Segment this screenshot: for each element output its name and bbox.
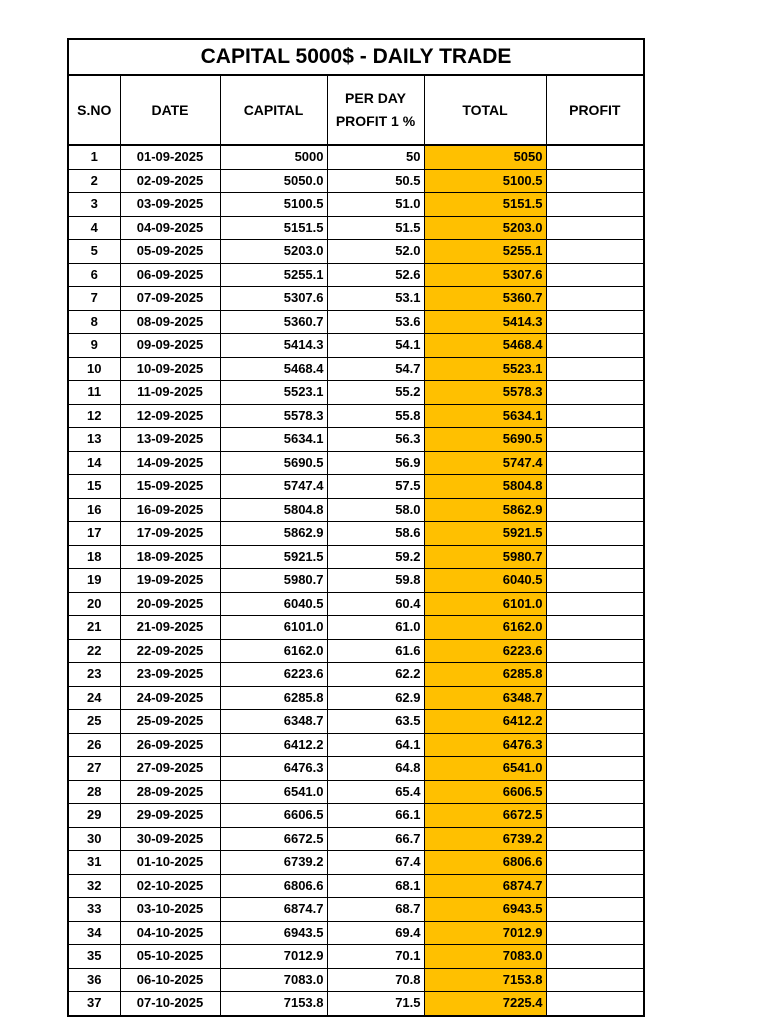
cell-sno: 7 bbox=[68, 287, 120, 311]
table-row bbox=[68, 992, 644, 1016]
cell-sno: 22 bbox=[68, 639, 120, 663]
cell-sno: 21 bbox=[68, 616, 120, 640]
cell-sno: 20 bbox=[68, 592, 120, 616]
cell-date: 28-09-2025 bbox=[120, 780, 220, 804]
cell-profit bbox=[546, 757, 644, 781]
cell-per-day-profit: 64.1 bbox=[327, 733, 424, 757]
cell-sno: 31 bbox=[68, 851, 120, 875]
header-per-day-line1: PER DAY bbox=[345, 90, 406, 106]
cell-sno: 11 bbox=[68, 381, 120, 405]
cell-profit bbox=[546, 592, 644, 616]
cell-total: 5980.7 bbox=[424, 545, 546, 569]
cell-capital: 7083.0 bbox=[220, 968, 327, 992]
cell-total: 5862.9 bbox=[424, 498, 546, 522]
table-row bbox=[68, 898, 644, 922]
cell-per-day-profit: 64.8 bbox=[327, 757, 424, 781]
cell-capital: 6348.7 bbox=[220, 710, 327, 734]
cell-per-day-profit: 55.8 bbox=[327, 404, 424, 428]
cell-capital: 5100.5 bbox=[220, 193, 327, 217]
cell-per-day-profit: 69.4 bbox=[327, 921, 424, 945]
cell-capital: 6162.0 bbox=[220, 639, 327, 663]
cell-total: 6348.7 bbox=[424, 686, 546, 710]
table-row bbox=[68, 404, 644, 428]
cell-total: 5151.5 bbox=[424, 193, 546, 217]
cell-date: 11-09-2025 bbox=[120, 381, 220, 405]
table-row bbox=[68, 639, 644, 663]
cell-per-day-profit: 56.3 bbox=[327, 428, 424, 452]
cell-date: 10-09-2025 bbox=[120, 357, 220, 381]
cell-profit bbox=[546, 733, 644, 757]
cell-total: 5414.3 bbox=[424, 310, 546, 334]
cell-date: 03-09-2025 bbox=[120, 193, 220, 217]
cell-sno: 15 bbox=[68, 475, 120, 499]
table-row bbox=[68, 498, 644, 522]
cell-profit bbox=[546, 357, 644, 381]
cell-sno: 1 bbox=[68, 145, 120, 169]
cell-capital: 5360.7 bbox=[220, 310, 327, 334]
cell-sno: 37 bbox=[68, 992, 120, 1016]
cell-per-day-profit: 66.1 bbox=[327, 804, 424, 828]
cell-sno: 9 bbox=[68, 334, 120, 358]
cell-per-day-profit: 61.6 bbox=[327, 639, 424, 663]
cell-date: 16-09-2025 bbox=[120, 498, 220, 522]
cell-total: 6541.0 bbox=[424, 757, 546, 781]
sheet-title: CAPITAL 5000$ - DAILY TRADE bbox=[68, 39, 644, 75]
cell-sno: 8 bbox=[68, 310, 120, 334]
table-row bbox=[68, 263, 644, 287]
cell-total: 5255.1 bbox=[424, 240, 546, 264]
table-row bbox=[68, 451, 644, 475]
cell-date: 12-09-2025 bbox=[120, 404, 220, 428]
table-row bbox=[68, 428, 644, 452]
cell-total: 6672.5 bbox=[424, 804, 546, 828]
cell-capital: 5634.1 bbox=[220, 428, 327, 452]
cell-capital: 7012.9 bbox=[220, 945, 327, 969]
cell-sno: 12 bbox=[68, 404, 120, 428]
table-row bbox=[68, 733, 644, 757]
cell-profit bbox=[546, 968, 644, 992]
cell-capital: 7153.8 bbox=[220, 992, 327, 1016]
cell-profit bbox=[546, 216, 644, 240]
cell-profit bbox=[546, 780, 644, 804]
cell-profit bbox=[546, 851, 644, 875]
cell-profit bbox=[546, 287, 644, 311]
cell-total: 5203.0 bbox=[424, 216, 546, 240]
cell-profit bbox=[546, 569, 644, 593]
cell-date: 14-09-2025 bbox=[120, 451, 220, 475]
cell-profit bbox=[546, 921, 644, 945]
cell-capital: 6285.8 bbox=[220, 686, 327, 710]
cell-total: 7083.0 bbox=[424, 945, 546, 969]
cell-date: 18-09-2025 bbox=[120, 545, 220, 569]
cell-total: 6162.0 bbox=[424, 616, 546, 640]
cell-profit bbox=[546, 992, 644, 1016]
cell-total: 6412.2 bbox=[424, 710, 546, 734]
table-row bbox=[68, 240, 644, 264]
cell-per-day-profit: 70.8 bbox=[327, 968, 424, 992]
cell-total: 5523.1 bbox=[424, 357, 546, 381]
cell-per-day-profit: 55.2 bbox=[327, 381, 424, 405]
cell-profit bbox=[546, 240, 644, 264]
cell-capital: 5747.4 bbox=[220, 475, 327, 499]
table-row bbox=[68, 874, 644, 898]
cell-date: 25-09-2025 bbox=[120, 710, 220, 734]
header-total: TOTAL bbox=[424, 75, 546, 145]
cell-sno: 34 bbox=[68, 921, 120, 945]
cell-date: 29-09-2025 bbox=[120, 804, 220, 828]
header-per-day-line2: PROFIT 1 % bbox=[335, 113, 416, 129]
table-row bbox=[68, 663, 644, 687]
cell-profit bbox=[546, 169, 644, 193]
cell-capital: 5151.5 bbox=[220, 216, 327, 240]
cell-sno: 27 bbox=[68, 757, 120, 781]
cell-date: 04-10-2025 bbox=[120, 921, 220, 945]
table-row bbox=[68, 287, 644, 311]
cell-profit bbox=[546, 945, 644, 969]
cell-per-day-profit: 60.4 bbox=[327, 592, 424, 616]
header-row bbox=[68, 75, 644, 145]
cell-sno: 18 bbox=[68, 545, 120, 569]
cell-date: 02-10-2025 bbox=[120, 874, 220, 898]
cell-sno: 24 bbox=[68, 686, 120, 710]
cell-sno: 17 bbox=[68, 522, 120, 546]
header-sno: S.NO bbox=[68, 75, 120, 145]
cell-sno: 32 bbox=[68, 874, 120, 898]
table-row bbox=[68, 851, 644, 875]
cell-date: 07-09-2025 bbox=[120, 287, 220, 311]
cell-capital: 6040.5 bbox=[220, 592, 327, 616]
cell-sno: 36 bbox=[68, 968, 120, 992]
cell-sno: 2 bbox=[68, 169, 120, 193]
cell-date: 03-10-2025 bbox=[120, 898, 220, 922]
cell-total: 7225.4 bbox=[424, 992, 546, 1016]
cell-per-day-profit: 51.5 bbox=[327, 216, 424, 240]
cell-capital: 5523.1 bbox=[220, 381, 327, 405]
cell-capital: 6943.5 bbox=[220, 921, 327, 945]
table-row bbox=[68, 921, 644, 945]
cell-profit bbox=[546, 381, 644, 405]
table-row bbox=[68, 334, 644, 358]
cell-per-day-profit: 56.9 bbox=[327, 451, 424, 475]
table-row bbox=[68, 193, 644, 217]
cell-profit bbox=[546, 145, 644, 169]
cell-sno: 30 bbox=[68, 827, 120, 851]
table-row bbox=[68, 804, 644, 828]
cell-total: 6101.0 bbox=[424, 592, 546, 616]
cell-date: 20-09-2025 bbox=[120, 592, 220, 616]
cell-date: 23-09-2025 bbox=[120, 663, 220, 687]
cell-per-day-profit: 53.1 bbox=[327, 287, 424, 311]
cell-date: 22-09-2025 bbox=[120, 639, 220, 663]
cell-capital: 5862.9 bbox=[220, 522, 327, 546]
cell-capital: 5921.5 bbox=[220, 545, 327, 569]
cell-per-day-profit: 53.6 bbox=[327, 310, 424, 334]
cell-per-day-profit: 54.1 bbox=[327, 334, 424, 358]
cell-capital: 6806.6 bbox=[220, 874, 327, 898]
cell-total: 5921.5 bbox=[424, 522, 546, 546]
cell-profit bbox=[546, 686, 644, 710]
cell-profit bbox=[546, 710, 644, 734]
table-row bbox=[68, 169, 644, 193]
cell-date: 13-09-2025 bbox=[120, 428, 220, 452]
cell-per-day-profit: 61.0 bbox=[327, 616, 424, 640]
cell-total: 5804.8 bbox=[424, 475, 546, 499]
cell-date: 02-09-2025 bbox=[120, 169, 220, 193]
cell-capital: 6412.2 bbox=[220, 733, 327, 757]
cell-profit bbox=[546, 616, 644, 640]
cell-per-day-profit: 50.5 bbox=[327, 169, 424, 193]
cell-profit bbox=[546, 663, 644, 687]
cell-date: 27-09-2025 bbox=[120, 757, 220, 781]
cell-per-day-profit: 57.5 bbox=[327, 475, 424, 499]
table-row bbox=[68, 710, 644, 734]
cell-sno: 6 bbox=[68, 263, 120, 287]
header-date: DATE bbox=[120, 75, 220, 145]
cell-profit bbox=[546, 874, 644, 898]
cell-date: 09-09-2025 bbox=[120, 334, 220, 358]
table-row bbox=[68, 827, 644, 851]
cell-total: 5307.6 bbox=[424, 263, 546, 287]
cell-per-day-profit: 54.7 bbox=[327, 357, 424, 381]
cell-per-day-profit: 52.0 bbox=[327, 240, 424, 264]
table-row bbox=[68, 780, 644, 804]
cell-sno: 26 bbox=[68, 733, 120, 757]
cell-capital: 5578.3 bbox=[220, 404, 327, 428]
cell-date: 07-10-2025 bbox=[120, 992, 220, 1016]
cell-per-day-profit: 52.6 bbox=[327, 263, 424, 287]
cell-total: 6285.8 bbox=[424, 663, 546, 687]
cell-sno: 4 bbox=[68, 216, 120, 240]
cell-profit bbox=[546, 404, 644, 428]
cell-profit bbox=[546, 193, 644, 217]
cell-per-day-profit: 68.1 bbox=[327, 874, 424, 898]
cell-date: 01-09-2025 bbox=[120, 145, 220, 169]
cell-profit bbox=[546, 428, 644, 452]
cell-capital: 5690.5 bbox=[220, 451, 327, 475]
cell-date: 19-09-2025 bbox=[120, 569, 220, 593]
cell-profit bbox=[546, 451, 644, 475]
cell-total: 5690.5 bbox=[424, 428, 546, 452]
daily-trade-table bbox=[67, 38, 645, 1017]
cell-sno: 10 bbox=[68, 357, 120, 381]
cell-sno: 28 bbox=[68, 780, 120, 804]
cell-total: 5050 bbox=[424, 145, 546, 169]
cell-sno: 35 bbox=[68, 945, 120, 969]
cell-profit bbox=[546, 522, 644, 546]
table-row bbox=[68, 475, 644, 499]
cell-total: 6476.3 bbox=[424, 733, 546, 757]
cell-capital: 6672.5 bbox=[220, 827, 327, 851]
table-row bbox=[68, 968, 644, 992]
cell-date: 26-09-2025 bbox=[120, 733, 220, 757]
cell-per-day-profit: 66.7 bbox=[327, 827, 424, 851]
cell-capital: 5804.8 bbox=[220, 498, 327, 522]
cell-capital: 5307.6 bbox=[220, 287, 327, 311]
cell-capital: 6101.0 bbox=[220, 616, 327, 640]
cell-per-day-profit: 59.8 bbox=[327, 569, 424, 593]
cell-profit bbox=[546, 263, 644, 287]
cell-profit bbox=[546, 898, 644, 922]
cell-profit bbox=[546, 545, 644, 569]
cell-date: 01-10-2025 bbox=[120, 851, 220, 875]
cell-capital: 6739.2 bbox=[220, 851, 327, 875]
cell-date: 17-09-2025 bbox=[120, 522, 220, 546]
cell-per-day-profit: 68.7 bbox=[327, 898, 424, 922]
cell-profit bbox=[546, 498, 644, 522]
cell-per-day-profit: 71.5 bbox=[327, 992, 424, 1016]
cell-profit bbox=[546, 310, 644, 334]
cell-total: 5747.4 bbox=[424, 451, 546, 475]
cell-total: 7012.9 bbox=[424, 921, 546, 945]
cell-total: 6223.6 bbox=[424, 639, 546, 663]
cell-total: 6040.5 bbox=[424, 569, 546, 593]
cell-sno: 23 bbox=[68, 663, 120, 687]
cell-profit bbox=[546, 334, 644, 358]
cell-per-day-profit: 70.1 bbox=[327, 945, 424, 969]
cell-per-day-profit: 59.2 bbox=[327, 545, 424, 569]
cell-profit bbox=[546, 827, 644, 851]
cell-date: 06-10-2025 bbox=[120, 968, 220, 992]
table-row bbox=[68, 145, 644, 169]
cell-sno: 19 bbox=[68, 569, 120, 593]
cell-per-day-profit: 50 bbox=[327, 145, 424, 169]
cell-per-day-profit: 58.6 bbox=[327, 522, 424, 546]
cell-date: 08-09-2025 bbox=[120, 310, 220, 334]
cell-per-day-profit: 62.9 bbox=[327, 686, 424, 710]
cell-total: 5468.4 bbox=[424, 334, 546, 358]
cell-capital: 6606.5 bbox=[220, 804, 327, 828]
cell-date: 15-09-2025 bbox=[120, 475, 220, 499]
cell-profit bbox=[546, 639, 644, 663]
table-row bbox=[68, 381, 644, 405]
cell-sno: 5 bbox=[68, 240, 120, 264]
cell-per-day-profit: 63.5 bbox=[327, 710, 424, 734]
cell-profit bbox=[546, 475, 644, 499]
cell-total: 5578.3 bbox=[424, 381, 546, 405]
cell-date: 06-09-2025 bbox=[120, 263, 220, 287]
cell-date: 05-09-2025 bbox=[120, 240, 220, 264]
header-per-day-profit bbox=[327, 75, 424, 145]
table-row bbox=[68, 569, 644, 593]
cell-sno: 25 bbox=[68, 710, 120, 734]
cell-per-day-profit: 67.4 bbox=[327, 851, 424, 875]
cell-capital: 6223.6 bbox=[220, 663, 327, 687]
cell-sno: 16 bbox=[68, 498, 120, 522]
cell-per-day-profit: 58.0 bbox=[327, 498, 424, 522]
cell-date: 21-09-2025 bbox=[120, 616, 220, 640]
cell-total: 5634.1 bbox=[424, 404, 546, 428]
cell-sno: 13 bbox=[68, 428, 120, 452]
cell-profit bbox=[546, 804, 644, 828]
cell-total: 6874.7 bbox=[424, 874, 546, 898]
cell-capital: 6541.0 bbox=[220, 780, 327, 804]
table-row bbox=[68, 357, 644, 381]
cell-capital: 6476.3 bbox=[220, 757, 327, 781]
cell-per-day-profit: 51.0 bbox=[327, 193, 424, 217]
cell-date: 05-10-2025 bbox=[120, 945, 220, 969]
cell-sno: 14 bbox=[68, 451, 120, 475]
table-body bbox=[68, 145, 644, 1016]
cell-capital: 5980.7 bbox=[220, 569, 327, 593]
cell-total: 6806.6 bbox=[424, 851, 546, 875]
cell-capital: 5255.1 bbox=[220, 263, 327, 287]
cell-total: 6739.2 bbox=[424, 827, 546, 851]
cell-capital: 6874.7 bbox=[220, 898, 327, 922]
cell-total: 6606.5 bbox=[424, 780, 546, 804]
cell-total: 5360.7 bbox=[424, 287, 546, 311]
table-row bbox=[68, 757, 644, 781]
cell-date: 04-09-2025 bbox=[120, 216, 220, 240]
cell-total: 5100.5 bbox=[424, 169, 546, 193]
header-profit: PROFIT bbox=[546, 75, 644, 145]
cell-total: 7153.8 bbox=[424, 968, 546, 992]
cell-sno: 29 bbox=[68, 804, 120, 828]
cell-per-day-profit: 65.4 bbox=[327, 780, 424, 804]
table-row bbox=[68, 310, 644, 334]
table-row bbox=[68, 545, 644, 569]
cell-date: 24-09-2025 bbox=[120, 686, 220, 710]
table-row bbox=[68, 216, 644, 240]
table-row bbox=[68, 945, 644, 969]
table-row bbox=[68, 616, 644, 640]
cell-total: 6943.5 bbox=[424, 898, 546, 922]
cell-per-day-profit: 62.2 bbox=[327, 663, 424, 687]
cell-capital: 5050.0 bbox=[220, 169, 327, 193]
header-capital: CAPITAL bbox=[220, 75, 327, 145]
cell-sno: 3 bbox=[68, 193, 120, 217]
cell-capital: 5000 bbox=[220, 145, 327, 169]
table-row bbox=[68, 522, 644, 546]
cell-capital: 5468.4 bbox=[220, 357, 327, 381]
cell-capital: 5203.0 bbox=[220, 240, 327, 264]
table-row bbox=[68, 686, 644, 710]
table-row bbox=[68, 592, 644, 616]
cell-sno: 33 bbox=[68, 898, 120, 922]
cell-capital: 5414.3 bbox=[220, 334, 327, 358]
cell-date: 30-09-2025 bbox=[120, 827, 220, 851]
